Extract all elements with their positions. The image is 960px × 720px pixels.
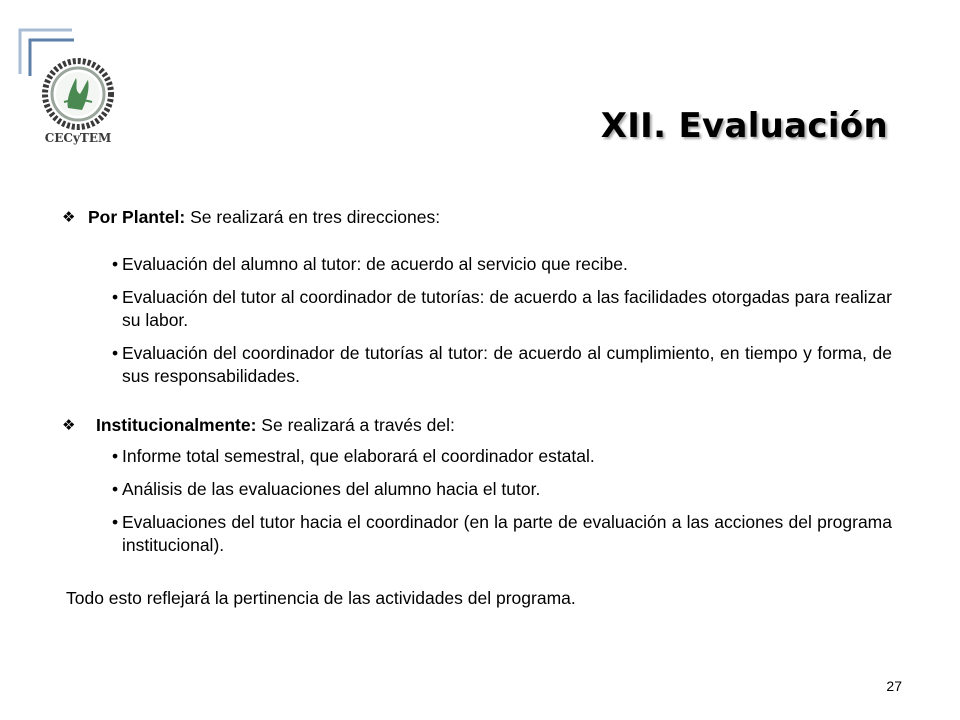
list-item-text: Análisis de las evaluaciones del alumno hacia el tutor. [122,479,541,499]
bullet-dot-icon: • [112,512,119,532]
list-item [62,286,892,332]
section-heading-text [88,206,440,229]
section-heading-rest: Se realizará a través del: [256,415,455,435]
list-item [62,253,892,276]
diamond-bullet-icon: ❖ [62,417,76,434]
bullet-dot-icon: • [112,446,119,466]
bullet-dot-icon: • [112,254,119,274]
bullet-dot-icon: • [112,343,119,363]
slide-title: XII. Evaluación [600,106,888,146]
list-item [62,478,892,501]
section-heading-bold: Por Plantel: [88,207,186,227]
list-item [62,342,892,388]
list-item [62,511,892,557]
por-plantel-list [62,253,892,388]
section-heading-text [88,414,455,437]
list-item-text: Evaluación del coordinador de tutorías al tutor: de acuerdo al cumplimiento, en tiempo y forma, de sus responsabilidades. [122,343,892,386]
bullet-dot-icon: • [112,479,119,499]
section-heading-bold: Institucionalmente: [96,415,257,435]
institucionalmente-list [62,445,892,557]
section-institucionalmente-heading [62,414,892,437]
logo-text: CECyTEM [44,131,112,145]
list-item-text: Informe total semestral, que elaborará el coordinador estatal. [122,446,595,466]
list-item-text: Evaluación del alumno al tutor: de acuerdo al servicio que recibe. [122,254,628,274]
section-heading-rest: Se realizará en tres direcciones: [185,207,441,227]
closing-statement: Todo esto reflejará la pertinencia de las actividades del programa. [66,588,576,608]
cecytem-logo [38,58,118,148]
diamond-bullet-icon: ❖ [62,209,76,226]
slide-body [62,206,892,610]
list-item-text: Evaluación del tutor al coordinador de tutorías: de acuerdo a las facilidades otorgadas para realizar su labor. [122,287,892,330]
bullet-dot-icon: • [112,287,119,307]
list-item [62,445,892,468]
list-item-text: Evaluaciones del tutor hacia el coordinador (en la parte de evaluación a las acciones del programa institucional). [122,512,892,555]
section-por-plantel-heading [62,206,892,229]
page-number: 27 [886,678,902,694]
